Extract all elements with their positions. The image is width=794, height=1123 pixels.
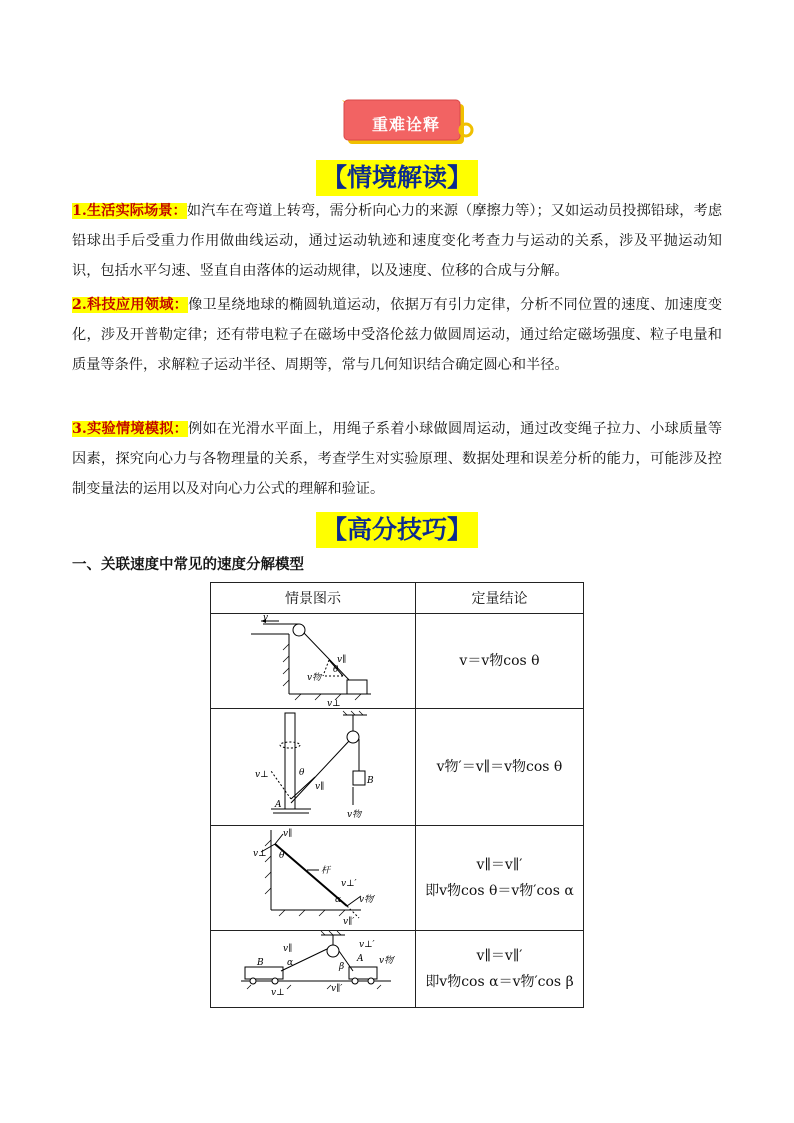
diagram-label: v⊥′ <box>359 940 375 950</box>
diagram-label: α <box>335 895 342 905</box>
diagram-cell <box>211 826 416 931</box>
section-banner <box>340 96 476 150</box>
diagram-label: A <box>357 954 364 964</box>
section-title-techniques: 【高分技巧】 <box>316 512 478 548</box>
velocity-decomposition-table <box>210 582 584 1008</box>
diagram-label: v物′ <box>379 956 396 966</box>
paragraph-life-scene <box>72 196 722 286</box>
diagram-label: v∥ <box>283 944 293 954</box>
diagram-label: v⊥ <box>271 988 285 998</box>
formula-line: v∥＝v∥′ <box>476 948 523 964</box>
diagram-label: v∥′ <box>343 917 355 927</box>
table-row <box>211 709 584 826</box>
diagram-label: v⊥′ <box>341 879 357 889</box>
diagram-label: v物 <box>347 810 362 820</box>
diagram-label: v∥ <box>337 655 347 665</box>
table-row <box>211 826 584 931</box>
formula-line: v物′＝v∥＝v物cos θ <box>436 759 563 775</box>
diagram-label: θ <box>333 665 339 675</box>
diagram-label: β <box>339 962 345 972</box>
table-row <box>211 931 584 1008</box>
paragraph-label: 2.科技应用领域： <box>72 297 189 313</box>
banner-label: 重难诠释 <box>371 115 440 134</box>
paragraph-tech-application <box>72 290 722 380</box>
diagram-label: v⊥ <box>255 770 269 780</box>
formula-cell <box>416 614 584 709</box>
diagram-label: v⊥ <box>327 699 341 708</box>
diagram-label: v物 <box>307 673 322 683</box>
diagram-label: v物′ <box>359 895 376 905</box>
paragraph-text: 像卫星绕地球的椭圆轨道运动，依据万有引力定律，分析不同位置的速度、加速度变化，涉及开普勒定律；还有带电粒子在磁场中受洛伦兹力做圆周运动，通过给定磁场强度、粒子电量和质量等条件，求解粒子运动半径、周期等，常与几何知识结合确定圆心和半径。 <box>72 297 723 373</box>
diagram-label: v⊥ <box>253 849 267 859</box>
diagram-label: B <box>367 776 374 786</box>
formula-line: 即v物cos α＝v物′cos β <box>425 974 574 990</box>
diagram-label: 杆 <box>321 866 331 876</box>
table-header-row <box>211 583 584 614</box>
diagram-label: v∥ <box>283 829 293 839</box>
diagram-label: v <box>263 614 269 623</box>
diagram-label: v∥′ <box>331 984 343 994</box>
diagram-label: α <box>287 958 294 968</box>
two-carts-diagram <box>211 931 415 1007</box>
diagram-label: θ <box>299 768 305 778</box>
pulley-cliff-diagram <box>211 614 415 708</box>
formula-cell <box>416 709 584 826</box>
paragraph-experiment <box>72 414 722 504</box>
diagram-label: v∥ <box>315 782 325 792</box>
diagram-cell <box>211 614 416 709</box>
diagram-label: B <box>257 958 264 968</box>
table-header: 定量结论 <box>416 583 584 614</box>
formula-cell <box>416 931 584 1008</box>
diagram-cell <box>211 931 416 1008</box>
formula-cell <box>416 826 584 931</box>
formula-line: 即v物cos θ＝v物′cos α <box>425 883 574 899</box>
paragraph-text: 例如在光滑水平面上，用绳子系着小球做圆周运动，通过改变绳子拉力、小球质量等因素，探究向心力与各物理量的关系，考查学生对实验原理、数据处理和误差分析的能力，可能涉及控制变量法的运用以及对向心力公式的理解和验证。 <box>72 421 723 497</box>
table-row <box>211 614 584 709</box>
diagram-label: A <box>275 800 282 810</box>
table-header: 情景图示 <box>211 583 416 614</box>
pole-pulley-diagram <box>211 709 415 825</box>
diagram-cell <box>211 709 416 826</box>
formula-line: v＝v物cos θ <box>459 653 540 669</box>
paragraph-label: 3.实验情境模拟： <box>72 421 189 437</box>
rod-corner-diagram <box>211 826 415 930</box>
paragraph-label: 1.生活实际场景： <box>72 203 187 219</box>
section-title-scenario: 【情境解读】 <box>316 160 478 196</box>
diagram-label: θ <box>279 851 285 861</box>
formula-line: v∥＝v∥′ <box>476 857 523 873</box>
subsection-heading: 一、关联速度中常见的速度分解模型 <box>72 557 304 573</box>
paragraph-text: 如汽车在弯道上转弯，需分析向心力的来源（摩擦力等）；又如运动员投掷铅球，考虑铅球出手后受重力作用做曲线运动，通过运动轨迹和速度变化考查力与运动的关系，涉及平抛运动知识，包括水平匀速、竖直自由落体的运动规律，以及速度、位移的合成与分解。 <box>72 203 723 279</box>
